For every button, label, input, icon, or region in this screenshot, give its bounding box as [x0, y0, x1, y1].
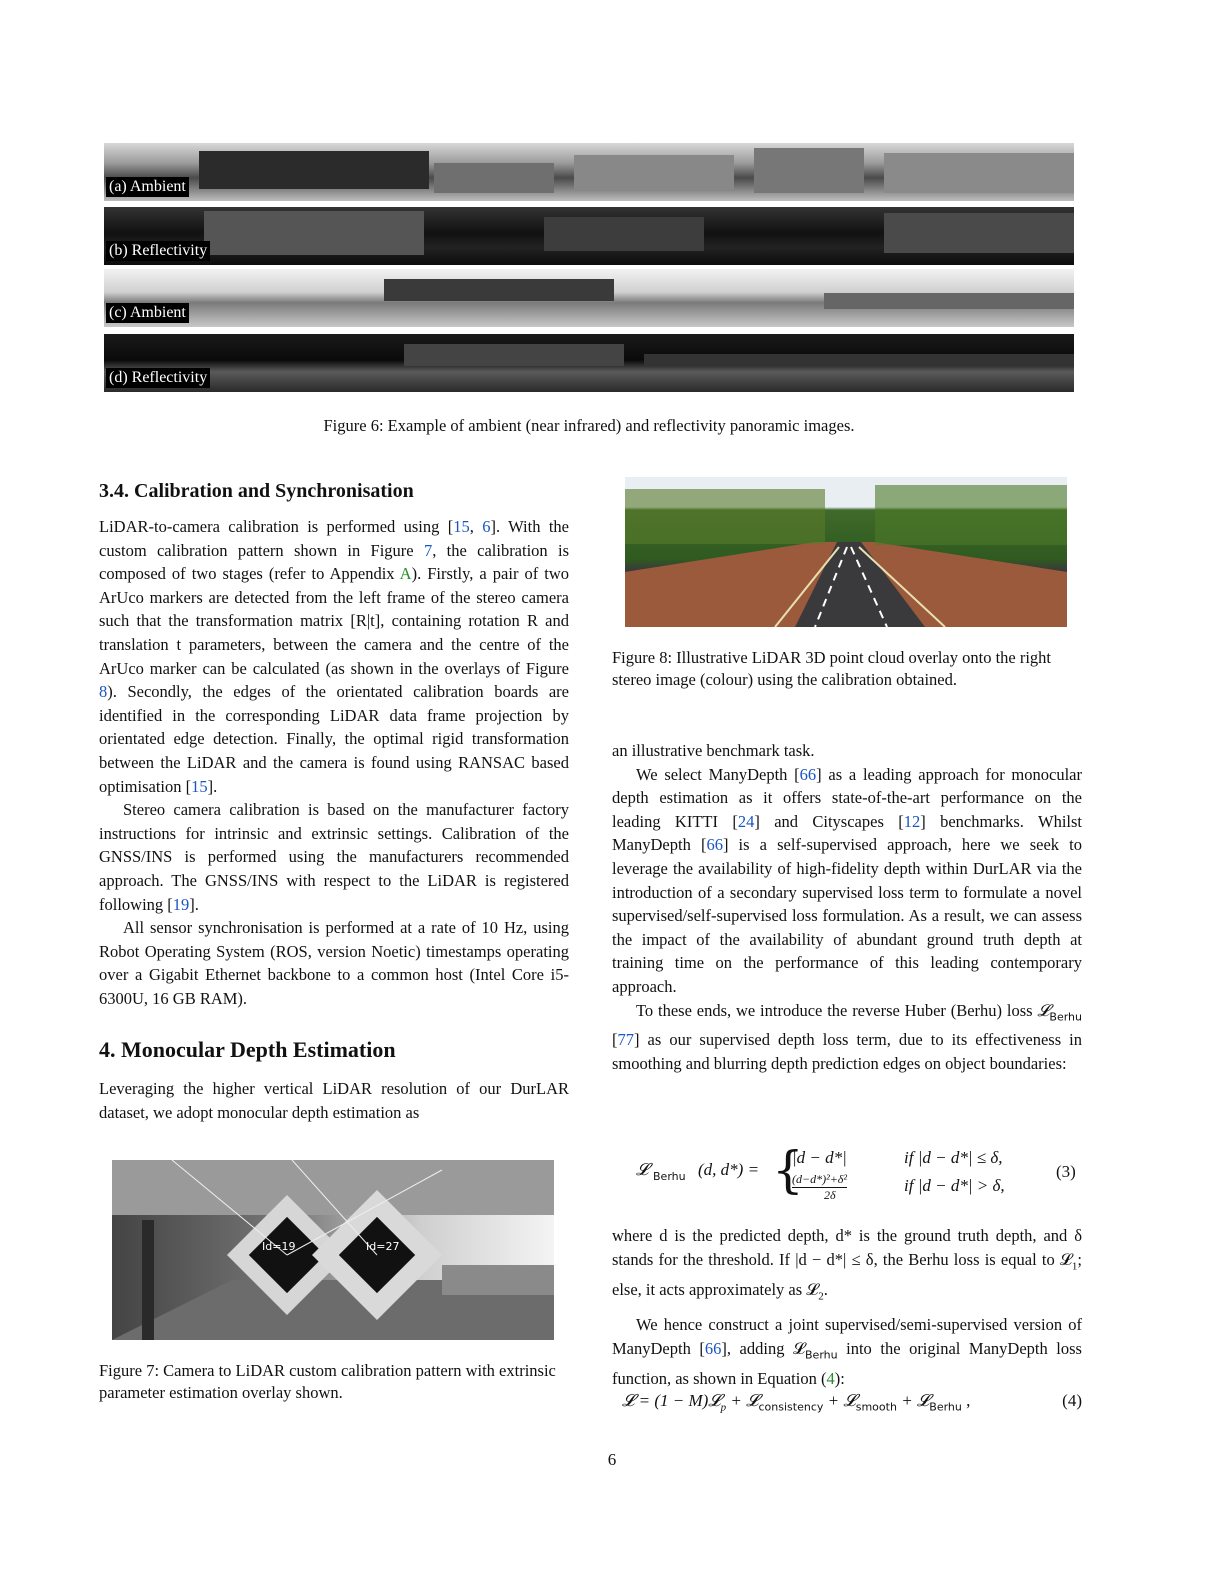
figure-8-image [625, 477, 1067, 627]
text: We select ManyDepth [ [636, 764, 800, 784]
figure-8-caption: Figure 8: Illustrative LiDAR 3D point cloud overlay onto the right stereo image (colour) using the calibration obtained. [612, 648, 1052, 689]
text: ): [834, 1368, 845, 1388]
math-subscript: Berhu [1049, 1009, 1082, 1023]
panel-a-ambient-image [104, 143, 1074, 201]
citation-link[interactable]: 19 [172, 894, 190, 914]
text: , the calibration is composed of two stages (refer to Appendix [99, 540, 570, 584]
section-3-4-heading: 3.4. Calibration and Synchronisation [99, 480, 414, 502]
citation-link[interactable]: 66 [799, 764, 817, 784]
section-4-heading: 4. Monocular Depth Estimation [99, 1037, 396, 1062]
eq4-part: + 𝓛 [726, 1391, 759, 1410]
text: . With the custom calibration pattern shown in Figure [99, 517, 569, 560]
text: into the original ManyDepth loss function, as shown in Equation ( [612, 1338, 1082, 1388]
condition-2: if |d − d*| > δ, [904, 1176, 1005, 1195]
case-2-denominator: 2δ [824, 1188, 836, 1202]
panel-label: (b) Reflectivity [106, 241, 210, 261]
math-subscript: smooth [855, 1400, 897, 1414]
text: To these ends, we introduce the reverse Huber (Berhu) loss [636, 1000, 1038, 1020]
equation-link[interactable]: 4 [826, 1368, 835, 1388]
aruco-marker-id-label: Id=19 [262, 1240, 296, 1253]
paragraph: To these ends, we introduce the reverse Huber (Berhu) loss 𝓛$_{Berhu}$ [77] as our supervised depth loss term, due to its effectiveness in smoothing and blurring depth prediction edges on object boundaries: [612, 1000, 1082, 1074]
panel-d-reflectivity-image [104, 334, 1074, 392]
paragraph [612, 763, 1082, 999]
math-subscript: Berhu [805, 1348, 838, 1362]
text: ] and Cityscapes [ [754, 811, 904, 831]
citation-link[interactable]: 15 [191, 776, 208, 796]
eq4-part: + 𝓛 [823, 1391, 856, 1410]
case-1: |d − d*| [792, 1148, 847, 1167]
text: ] is a self-supervised approach, here we seek to leverage the availability of high-fidelity depth within DurLAR via the introduction of a secondary supervised loss term to formulate a novel supervised/self-supervised loss formulation. As a result, we can assess the impact of the availability of abundant ground truth depth at training time on the performance of this leading contemporary approach. [612, 835, 1082, 996]
text: ]. [189, 894, 199, 914]
eq4-part: + 𝓛 [896, 1391, 930, 1410]
text: We hence construct a joint supervised/semi-supervised version of ManyDepth [ [612, 1315, 1082, 1358]
right-column-text-lower [612, 1224, 1082, 1390]
text: ). Firstly, a pair of two ArUco markers are detected from the left frame of the stereo camera such that the transformation matrix [R|t], containing rotation R and translation t parameters, between the camera and the centre of the ArUco marker can be calculated (as shown in the overlays of Figure [99, 564, 569, 678]
equation-args: (d, d*) = [698, 1160, 760, 1179]
left-column-text [99, 515, 569, 1010]
text: . [823, 1280, 828, 1300]
text: ). Secondly, the edges of the orientated calibration boards are identified in the corresponding LiDAR data frame projection by orientated edge detection. Finally, the optimal rigid transformation between the LiDAR and the camera is found using RANSAC based optimisation [ [99, 682, 569, 796]
citation-link[interactable]: 77 [617, 1030, 634, 1050]
math-subscript: Berhu [929, 1400, 962, 1414]
text: ]. [207, 776, 218, 796]
equation-4 [622, 1391, 1082, 1417]
text: ] as a leading approach for monocular depth estimation as it offers state-of-the-art performance on the leading KITTI [ [612, 764, 1082, 831]
math-symbol: 𝓛 [1037, 1000, 1050, 1020]
panel-c-ambient-image [104, 269, 1074, 327]
equation-number: (3) [1056, 1162, 1076, 1181]
figure-7-caption: Figure 7: Camera to LiDAR custom calibration pattern with extrinsic parameter estimation overlay shown. [99, 1361, 556, 1402]
math-subscript: p [720, 1401, 727, 1414]
citation-link[interactable]: 66 [704, 1338, 722, 1358]
panel-label: (a) Ambient [106, 177, 189, 197]
text: ] benchmarks. Whilst ManyDepth [ [612, 811, 1082, 855]
citation-link[interactable]: 66 [706, 835, 723, 855]
equation-number: (4) [1062, 1391, 1082, 1410]
paragraph [99, 798, 569, 916]
text: Stereo camera calibration is based on the manufacturer factory instructions for intrinsic and extrinsic settings. Calibration of the GNSS/INS is performed using the manufacturers recommended approach. The GNSS/INS with respect to the LiDAR is registered following [ [99, 800, 569, 914]
paragraph: an illustrative benchmark task. [612, 741, 815, 760]
figure-7-image [112, 1160, 554, 1340]
condition-1: if |d − d*| ≤ δ, [904, 1148, 1003, 1167]
panel-label: (d) Reflectivity [106, 368, 210, 388]
eq4-part: , [961, 1391, 971, 1410]
text: where d is the predicted depth, d* is the ground truth depth, and δ stands for the threshold. If |d − d*| ≤ δ, the Berhu loss is equal to 𝓛 [612, 1226, 1082, 1269]
eq4-part: 𝓛 = (1 − M)𝓛 [622, 1391, 721, 1410]
paragraph: All sensor synchronisation is performed at a rate of 10 Hz, using Robot Operating System (ROS, version Noetic) timestamps operating over a Gigabit Ethernet backbone to a common host (Intel Core i5-6300U, 16 GB RAM). [99, 918, 569, 1008]
case-2-numerator: (d−d*)²+δ² [792, 1172, 847, 1186]
math-symbol: 𝓛 [636, 1160, 649, 1179]
aruco-marker-id-label: Id=27 [366, 1240, 400, 1253]
figure-6-caption: Figure 6: Example of ambient (near infrared) and reflectivity panoramic images. [323, 416, 855, 435]
math-subscript: consistency [758, 1400, 824, 1414]
paragraph [612, 1224, 1082, 1309]
citation-link[interactable]: 24 [737, 811, 755, 831]
panel-label: (c) Ambient [106, 303, 189, 323]
equation-3 [636, 1141, 1082, 1204]
figure-link[interactable]: 8 [99, 682, 108, 702]
section-4-intro: Leveraging the higher vertical LiDAR resolution of our DurLAR dataset, we adopt monocular depth estimation as [99, 1079, 569, 1122]
paragraph: LiDAR-to-camera calibration is performed using [15, 6]. With the custom calibration pattern shown in Figure 7, the calibration is composed of two stages (refer to Appendix A). Firstly, a pair of two ArUco markers are detected from the left frame of the stereo camera such that the transformation matrix [R|t], containing rotation R and translation t parameters, between the camera and the centre of the ArUco marker can be calculated (as shown in the overlays of Figure 8). Secondly, the edges of the orientated calibration boards are identified in the corresponding LiDAR data frame projection by orientated edge detection. Finally, the optimal rigid transformation between the LiDAR and the camera is found using RANSAC based optimisation [15]. [99, 517, 570, 796]
math-subscript: 1 [1071, 1259, 1078, 1272]
citation-link[interactable]: 15 [453, 517, 470, 536]
math-subscript: 2 [818, 1290, 824, 1303]
text: ; else, it acts approximately as 𝓛 [612, 1249, 1082, 1300]
panel-b-reflectivity-image [104, 207, 1074, 265]
paragraph [612, 1313, 1082, 1390]
page-number: 6 [607, 1450, 617, 1469]
text: LiDAR-to-camera calibration is performed using [99, 517, 448, 536]
brace: { [772, 1141, 804, 1199]
figure-link[interactable]: 7 [423, 540, 433, 560]
text: ], adding 𝓛 [721, 1338, 805, 1358]
text: as our supervised depth loss term, due to its effectiveness in smoothing and blurring depth prediction edges on object boundaries: [612, 1030, 1082, 1074]
citation-link[interactable]: 6 [482, 517, 491, 536]
right-column-text [612, 739, 1082, 1076]
appendix-link[interactable]: A [399, 564, 412, 584]
math-subscript: Berhu [653, 1170, 686, 1183]
citation-link[interactable]: 12 [903, 811, 921, 831]
